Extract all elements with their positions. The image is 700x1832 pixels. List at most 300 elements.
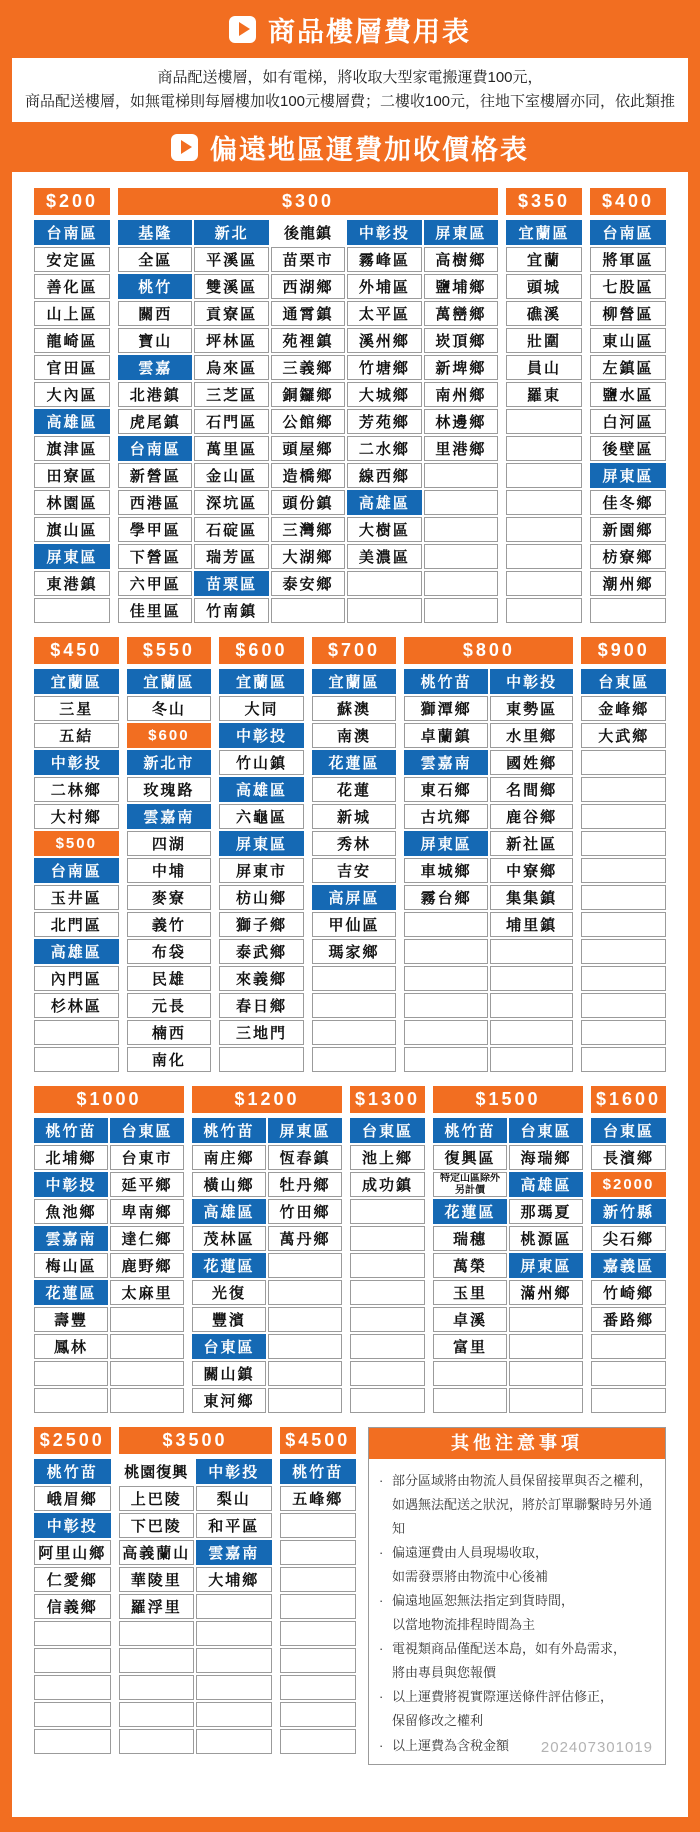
empty-cell xyxy=(404,912,488,937)
region-column xyxy=(194,220,268,623)
region-cell: 苗栗市 xyxy=(271,247,345,272)
region-cell: 外埔區 xyxy=(347,274,421,299)
empty-cell xyxy=(312,993,397,1018)
column-header: 宜蘭區 xyxy=(506,220,582,245)
region-cell: 阿里山鄉 xyxy=(34,1540,111,1565)
region-cell: 左鎮區 xyxy=(590,355,666,380)
region-cell: 三芝區 xyxy=(194,382,268,407)
region-cell: 橫山鄉 xyxy=(192,1172,266,1197)
notes-list xyxy=(369,1459,665,1764)
price-group xyxy=(433,1086,583,1413)
region-cell: 公館鄉 xyxy=(271,409,345,434)
empty-cell xyxy=(506,571,582,596)
region-cell: 中彰投 xyxy=(34,1513,111,1538)
empty-cell xyxy=(404,1047,488,1072)
region-cell: 線西鄉 xyxy=(347,463,421,488)
empty-cell xyxy=(404,939,488,964)
empty-cell xyxy=(350,1253,425,1278)
region-cell: 旗津區 xyxy=(34,436,110,461)
column-header: 宜蘭區 xyxy=(312,669,397,694)
empty-cell xyxy=(34,1020,119,1045)
region-cell: 台東區 xyxy=(192,1334,266,1359)
region-cell: 造橋鄉 xyxy=(271,463,345,488)
fee-table-1000-1600 xyxy=(34,1086,666,1413)
region-cell: 梅山區 xyxy=(34,1253,108,1278)
region-cell: 蘇澳 xyxy=(312,696,397,721)
price-group xyxy=(118,188,498,623)
empty-cell xyxy=(581,939,666,964)
region-cell: 萬巒鄉 xyxy=(424,301,498,326)
empty-cell xyxy=(581,831,666,856)
region-cell: 高義蘭山 xyxy=(119,1540,195,1565)
region-cell: 玫瑰路 xyxy=(127,777,212,802)
empty-cell xyxy=(424,463,498,488)
region-column xyxy=(581,669,666,1072)
column-header: 桃竹苗 xyxy=(192,1118,266,1143)
region-cell: 春日鄉 xyxy=(219,993,304,1018)
region-cell: 達仁鄉 xyxy=(110,1226,184,1251)
region-cell: 國姓鄉 xyxy=(490,750,574,775)
empty-cell xyxy=(350,1307,425,1332)
price-group xyxy=(590,188,666,623)
empty-cell xyxy=(350,1388,425,1413)
region-cell: 恆春鎮 xyxy=(268,1145,342,1170)
region-column xyxy=(347,220,421,623)
floor-fee-title: 商品樓層費用表 xyxy=(268,16,471,47)
region-column xyxy=(312,669,397,1072)
region-cell: 嘉義區 xyxy=(591,1253,666,1278)
region-cell: 大城鄉 xyxy=(347,382,421,407)
empty-cell xyxy=(490,966,574,991)
region-cell: 成功鎮 xyxy=(350,1172,425,1197)
note-text: 以上運費為含稅金額 xyxy=(392,1737,510,1753)
region-column xyxy=(268,1118,342,1413)
region-cell: 吉安 xyxy=(312,858,397,883)
price-group xyxy=(127,637,212,1072)
empty-cell xyxy=(110,1388,184,1413)
price-group xyxy=(34,188,110,623)
empty-cell xyxy=(490,1020,574,1045)
empty-cell xyxy=(34,598,110,623)
note-item xyxy=(379,1637,657,1685)
empty-cell xyxy=(581,885,666,910)
empty-cell xyxy=(34,1361,108,1386)
region-cell: 竹山鎮 xyxy=(219,750,304,775)
region-cell: 鹽埔鄉 xyxy=(424,274,498,299)
empty-cell xyxy=(268,1388,342,1413)
region-cell: 鹿野鄉 xyxy=(110,1253,184,1278)
empty-cell xyxy=(424,598,498,623)
empty-cell xyxy=(404,966,488,991)
region-cell: 高雄區 xyxy=(347,490,421,515)
empty-cell xyxy=(196,1702,272,1727)
region-cell: 雲嘉 xyxy=(118,355,192,380)
region-cell: 寶山 xyxy=(118,328,192,353)
region-cell: 獅潭鄉 xyxy=(404,696,488,721)
region-cell: 萬里區 xyxy=(194,436,268,461)
region-cell: 石碇區 xyxy=(194,517,268,542)
region-column xyxy=(506,220,582,623)
empty-cell xyxy=(404,993,488,1018)
region-column xyxy=(110,1118,184,1413)
region-cell: 峨眉鄉 xyxy=(34,1486,111,1511)
empty-cell xyxy=(119,1621,195,1646)
region-cell: 鳳林 xyxy=(34,1334,108,1359)
empty-cell xyxy=(119,1702,195,1727)
price-group xyxy=(312,637,397,1072)
floor-fee-note-box xyxy=(12,58,688,122)
region-cell: 來義鄉 xyxy=(219,966,304,991)
region-cell: 秀林 xyxy=(312,831,397,856)
empty-cell xyxy=(280,1729,357,1754)
region-cell: 長濱鄉 xyxy=(591,1145,666,1170)
region-column xyxy=(590,220,666,623)
region-cell: 義竹 xyxy=(127,912,212,937)
region-cell: 東石鄉 xyxy=(404,777,488,802)
region-cell: 南澳 xyxy=(312,723,397,748)
region-cell: 雲嘉南 xyxy=(196,1540,272,1565)
region-cell: 番路鄉 xyxy=(591,1307,666,1332)
empty-cell xyxy=(350,1334,425,1359)
region-cell: 新城 xyxy=(312,804,397,829)
region-cell: 員山 xyxy=(506,355,582,380)
price-header: $450 xyxy=(34,637,119,664)
region-cell: 大湖鄉 xyxy=(271,544,345,569)
empty-cell xyxy=(280,1594,357,1619)
fee-table-2500-4500 xyxy=(34,1427,356,1765)
note-text: 偏遠運費由人員現場收取， 如需發票將由物流中心後補 xyxy=(392,1545,549,1585)
empty-cell xyxy=(581,777,666,802)
empty-cell xyxy=(280,1540,357,1565)
region-cell: 三義鄉 xyxy=(271,355,345,380)
region-cell: 大武鄉 xyxy=(581,723,666,748)
region-cell: 西港區 xyxy=(118,490,192,515)
empty-cell xyxy=(312,1047,397,1072)
region-cell: 古坑鄉 xyxy=(404,804,488,829)
empty-cell xyxy=(433,1388,507,1413)
region-column xyxy=(509,1118,583,1413)
region-cell: 關西 xyxy=(118,301,192,326)
region-cell: $600 xyxy=(127,723,212,748)
region-cell: 高雄區 xyxy=(219,777,304,802)
empty-cell xyxy=(196,1594,272,1619)
region-cell: 柳營區 xyxy=(590,301,666,326)
region-cell: 民雄 xyxy=(127,966,212,991)
column-header: 屏東區 xyxy=(268,1118,342,1143)
region-cell: 屏東區 xyxy=(219,831,304,856)
price-header: $350 xyxy=(506,188,582,215)
region-cell: 南州鄉 xyxy=(424,382,498,407)
region-cell: 新竹縣 xyxy=(591,1199,666,1224)
region-cell: 雲嘉南 xyxy=(127,804,212,829)
region-cell: 佳里區 xyxy=(118,598,192,623)
region-column xyxy=(591,1118,666,1413)
region-cell: $2000 xyxy=(591,1172,666,1197)
region-cell: 霧峰區 xyxy=(347,247,421,272)
empty-cell xyxy=(509,1388,583,1413)
region-cell: 東勢區 xyxy=(490,696,574,721)
region-cell: 溪州鄉 xyxy=(347,328,421,353)
floor-fee-title-band xyxy=(0,0,700,58)
empty-cell xyxy=(581,912,666,937)
bullet-icon: · xyxy=(379,1545,384,1561)
price-header: $3500 xyxy=(119,1427,272,1454)
region-cell: 泰武鄉 xyxy=(219,939,304,964)
empty-cell xyxy=(34,1729,111,1754)
note-text: 部分區域將由物流人員保留接單與否之權利， 如遇無法配送之狀況，將於訂單聯繫時另外通知 xyxy=(392,1473,653,1537)
region-column xyxy=(118,220,192,623)
region-cell: 延平鄉 xyxy=(110,1172,184,1197)
column-header: 台東區 xyxy=(110,1118,184,1143)
empty-cell xyxy=(280,1513,357,1538)
region-cell: 高雄區 xyxy=(34,939,119,964)
region-cell: 三灣鄉 xyxy=(271,517,345,542)
region-cell: 竹塘鄉 xyxy=(347,355,421,380)
empty-cell xyxy=(196,1621,272,1646)
empty-cell xyxy=(312,1020,397,1045)
price-header: $800 xyxy=(404,637,573,664)
empty-cell xyxy=(110,1334,184,1359)
region-cell: 卓蘭鎮 xyxy=(404,723,488,748)
region-cell: 太麻里 xyxy=(110,1280,184,1305)
fee-tables-card xyxy=(12,172,688,1817)
column-header: 宜蘭區 xyxy=(127,669,212,694)
region-cell: 後壁區 xyxy=(590,436,666,461)
region-cell: 四湖 xyxy=(127,831,212,856)
region-column xyxy=(34,220,110,623)
region-cell: 上巴陵 xyxy=(119,1486,195,1511)
price-header: $1200 xyxy=(192,1086,342,1113)
empty-cell xyxy=(350,1226,425,1251)
empty-cell xyxy=(581,966,666,991)
region-cell: 三星 xyxy=(34,696,119,721)
region-cell: 玉里 xyxy=(433,1280,507,1305)
region-cell: 花蓮區 xyxy=(34,1280,108,1305)
region-cell: 新社區 xyxy=(490,831,574,856)
price-group xyxy=(280,1427,357,1765)
region-cell: 中彰投 xyxy=(34,1172,108,1197)
region-cell: 深坑區 xyxy=(194,490,268,515)
region-cell: 高雄區 xyxy=(34,409,110,434)
region-column xyxy=(196,1459,272,1754)
column-header: 桃竹苗 xyxy=(280,1459,357,1484)
fee-table-450-900 xyxy=(34,637,666,1072)
region-cell: 山上區 xyxy=(34,301,110,326)
region-cell: 五峰鄉 xyxy=(280,1486,357,1511)
column-header: 宜蘭區 xyxy=(34,669,119,694)
price-group xyxy=(404,637,573,1072)
region-cell: 將軍區 xyxy=(590,247,666,272)
region-cell: 屏東區 xyxy=(404,831,488,856)
region-cell: 鹽水區 xyxy=(590,382,666,407)
region-cell: 宜蘭 xyxy=(506,247,582,272)
region-column xyxy=(34,1118,108,1413)
region-cell: 瑪家鄉 xyxy=(312,939,397,964)
region-cell: 大樹區 xyxy=(347,517,421,542)
empty-cell xyxy=(34,1388,108,1413)
region-cell: 雲嘉南 xyxy=(404,750,488,775)
region-cell: 頭份鎮 xyxy=(271,490,345,515)
empty-cell xyxy=(433,1361,507,1386)
note-item xyxy=(379,1685,657,1733)
column-header: 桃竹苗 xyxy=(34,1459,111,1484)
region-cell: 瑞芳區 xyxy=(194,544,268,569)
region-cell: 竹南鎮 xyxy=(194,598,268,623)
empty-cell xyxy=(280,1621,357,1646)
region-column xyxy=(127,669,212,1072)
empty-cell xyxy=(271,598,345,623)
empty-cell xyxy=(424,571,498,596)
region-cell: 南化 xyxy=(127,1047,212,1072)
price-group xyxy=(581,637,666,1072)
region-cell: 布袋 xyxy=(127,939,212,964)
price-group xyxy=(34,1427,111,1765)
empty-cell xyxy=(509,1307,583,1332)
empty-cell xyxy=(581,750,666,775)
region-cell: 玉井區 xyxy=(34,885,119,910)
region-column xyxy=(219,669,304,1072)
price-group xyxy=(119,1427,272,1765)
empty-cell xyxy=(347,571,421,596)
note-item xyxy=(379,1589,657,1637)
region-cell: 白河區 xyxy=(590,409,666,434)
column-header: 中彰投 xyxy=(196,1459,272,1484)
region-cell: 中寮鄉 xyxy=(490,858,574,883)
region-column xyxy=(404,669,488,1072)
empty-cell xyxy=(350,1199,425,1224)
price-header: $600 xyxy=(219,637,304,664)
region-cell: 大埔鄉 xyxy=(196,1567,272,1592)
empty-cell xyxy=(268,1253,342,1278)
region-cell: 二林鄉 xyxy=(34,777,119,802)
region-cell: 太平區 xyxy=(347,301,421,326)
bullet-icon: · xyxy=(379,1473,384,1488)
region-cell: 里港鄉 xyxy=(424,436,498,461)
empty-cell xyxy=(490,1047,574,1072)
empty-cell xyxy=(581,858,666,883)
region-cell: 金山區 xyxy=(194,463,268,488)
column-header: 台東區 xyxy=(591,1118,666,1143)
bullet-icon: · xyxy=(379,1593,384,1609)
region-cell: 三地門 xyxy=(219,1020,304,1045)
price-group xyxy=(591,1086,666,1413)
empty-cell xyxy=(490,939,574,964)
region-column xyxy=(192,1118,266,1413)
empty-cell xyxy=(424,490,498,515)
region-cell: 名間鄉 xyxy=(490,777,574,802)
region-cell: 車城鄉 xyxy=(404,858,488,883)
region-cell: 特定山區除外 另計價 xyxy=(433,1172,507,1197)
region-cell: 滿州鄉 xyxy=(509,1280,583,1305)
region-cell: 花蓮區 xyxy=(192,1253,266,1278)
fee-table-200-400 xyxy=(34,188,666,623)
region-cell: 牡丹鄉 xyxy=(268,1172,342,1197)
region-cell: 元長 xyxy=(127,993,212,1018)
bullet-icon: · xyxy=(379,1641,384,1657)
region-column xyxy=(271,220,345,623)
notes-panel xyxy=(368,1427,666,1765)
region-cell: 五結 xyxy=(34,723,119,748)
region-cell: 七股區 xyxy=(590,274,666,299)
region-cell: 貢寮區 xyxy=(194,301,268,326)
region-cell: 枋山鄉 xyxy=(219,885,304,910)
region-cell: 台東市 xyxy=(110,1145,184,1170)
region-cell: 甲仙區 xyxy=(312,912,397,937)
region-cell: 花蓮 xyxy=(312,777,397,802)
floor-note-line1: 商品配送樓層，如有電梯，將收取大型家電搬運費100元， xyxy=(157,69,543,86)
region-cell: 屏東區 xyxy=(34,544,110,569)
note-text: 偏遠地區恕無法指定到貨時間， 以當地物流排程時間為主 xyxy=(392,1593,575,1633)
region-cell: 坪林區 xyxy=(194,328,268,353)
region-column xyxy=(280,1459,357,1754)
empty-cell xyxy=(110,1361,184,1386)
region-cell: 潮州鄉 xyxy=(590,571,666,596)
price-group xyxy=(192,1086,342,1413)
region-column xyxy=(433,1118,507,1413)
region-cell: 芳苑鄉 xyxy=(347,409,421,434)
region-cell: 北埔鄉 xyxy=(34,1145,108,1170)
region-cell: 金峰鄉 xyxy=(581,696,666,721)
region-cell: 高雄區 xyxy=(192,1199,266,1224)
price-group xyxy=(219,637,304,1072)
empty-cell xyxy=(506,490,582,515)
price-header: $400 xyxy=(590,188,666,215)
column-header: 台南區 xyxy=(590,220,666,245)
empty-cell xyxy=(591,1388,666,1413)
column-header: 桃竹苗 xyxy=(433,1118,507,1143)
region-cell: 竹崎鄉 xyxy=(591,1280,666,1305)
column-header: 桃竹苗 xyxy=(34,1118,108,1143)
column-header: 後龍鎮 xyxy=(271,220,345,245)
empty-cell xyxy=(424,544,498,569)
region-cell: 高樹鄉 xyxy=(424,247,498,272)
price-group xyxy=(34,1086,184,1413)
play-icon xyxy=(229,16,256,43)
region-cell: 銅鑼鄉 xyxy=(271,382,345,407)
empty-cell xyxy=(506,544,582,569)
region-cell: 壯圍 xyxy=(506,328,582,353)
region-cell: 南庄鄉 xyxy=(192,1145,266,1170)
region-cell: 萬丹鄉 xyxy=(268,1226,342,1251)
region-cell: 霧台鄉 xyxy=(404,885,488,910)
empty-cell xyxy=(509,1361,583,1386)
region-cell: 羅浮里 xyxy=(119,1594,195,1619)
region-cell: 雙溪區 xyxy=(194,274,268,299)
region-column xyxy=(34,1459,111,1754)
region-cell: 東山區 xyxy=(590,328,666,353)
region-cell: 新北市 xyxy=(127,750,212,775)
column-header: 台東區 xyxy=(350,1118,425,1143)
region-cell: 學甲區 xyxy=(118,517,192,542)
region-cell: 桃竹 xyxy=(118,274,192,299)
bullet-icon: · xyxy=(379,1689,384,1705)
region-cell: 新營區 xyxy=(118,463,192,488)
region-cell: 花蓮區 xyxy=(433,1199,507,1224)
note-text: 以上運費將視實際運送條件評估修正， 保留修改之權利 xyxy=(392,1689,614,1729)
play-icon xyxy=(171,134,198,161)
region-cell: 內門區 xyxy=(34,966,119,991)
region-cell: 屏東區 xyxy=(590,463,666,488)
empty-cell xyxy=(506,409,582,434)
empty-cell xyxy=(591,1334,666,1359)
price-group xyxy=(350,1086,425,1413)
price-header: $1000 xyxy=(34,1086,184,1113)
empty-cell xyxy=(196,1675,272,1700)
region-cell: 大內區 xyxy=(34,382,110,407)
region-column xyxy=(490,669,574,1072)
region-cell: 東港鎮 xyxy=(34,571,110,596)
region-cell: 尖石鄉 xyxy=(591,1226,666,1251)
